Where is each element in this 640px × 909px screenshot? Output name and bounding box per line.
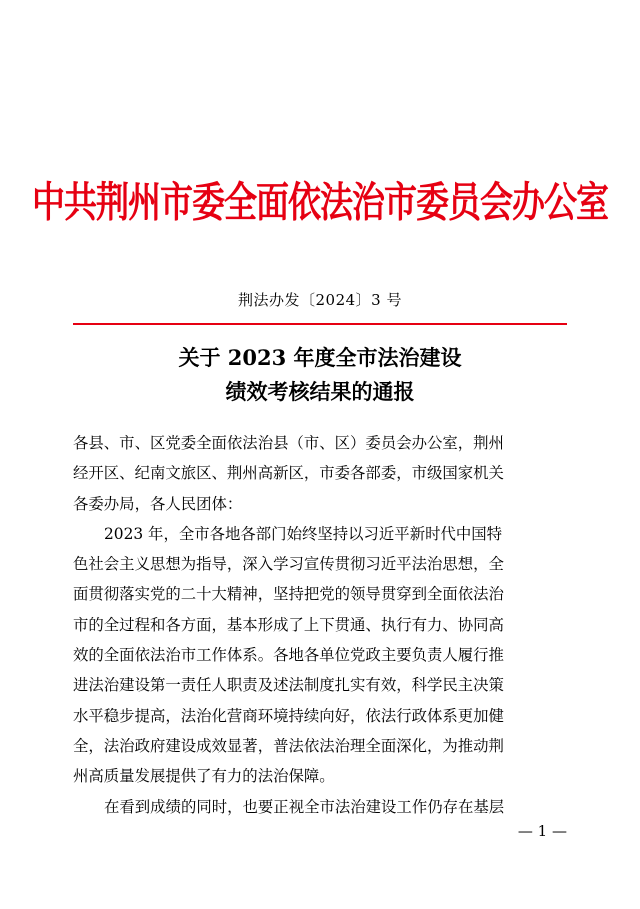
issuing-organization-header: 中共荆州市委全面依法治市委员会办公室 <box>32 177 608 227</box>
addressee-block <box>73 428 567 519</box>
title-line-1: 关于 2023 年度全市法治建设 <box>178 345 462 370</box>
paragraph-line: 全，法治政府建设成效显著，普法依法治理全面深化，为推动荆 <box>73 736 504 755</box>
paragraph-line: 色社会主义思想为指导，深入学习宣传贯彻习近平法治思想，全 <box>73 555 504 574</box>
title-line-2: 绩效考核结果的通报 <box>225 379 415 404</box>
document-body <box>73 428 567 822</box>
paragraph-2 <box>73 792 567 822</box>
paragraph-line: 州高质量发展提供了有力的法治保障。 <box>73 767 335 786</box>
paragraph-line: 2023 年，全市各地各部门始终坚持以习近平新时代中国特 <box>104 524 503 543</box>
paragraph-line: 在看到成绩的同时，也要正视全市法治建设工作仍存在基层 <box>104 797 505 816</box>
paragraph-line: 市的全过程和各方面，基本形成了上下贯通、执行有力、协同高 <box>73 615 504 634</box>
document-number: 荆法办发〔2024〕3 号 <box>238 291 402 309</box>
paragraph-line: 进法治建设第一责任人职责及述法制度扎实有效，科学民主决策 <box>73 676 504 695</box>
addressee-line: 各县、市、区党委全面依法治县（市、区）委员会办公室，荆州 <box>73 434 504 452</box>
addressee-line: 经开区、纪南文旅区、荆州高新区，市委各部委，市级国家机关 <box>73 464 504 483</box>
document-title <box>0 341 640 409</box>
paragraph-line: 水平稳步提高，法治化营商环境持续向好，依法行政体系更加健 <box>73 706 504 725</box>
paragraph-line: 面贯彻落实党的二十大精神，坚持把党的领导贯穿到全面依法治 <box>73 585 504 604</box>
paragraph-1 <box>73 519 567 792</box>
page-number: — 1 — <box>517 822 567 840</box>
red-divider-line <box>73 323 567 325</box>
paragraph-line: 效的全面依法治市工作体系。各地各单位党政主要负责人履行推 <box>73 646 504 665</box>
addressee-line: 各委办局，各人民团体： <box>73 494 243 513</box>
